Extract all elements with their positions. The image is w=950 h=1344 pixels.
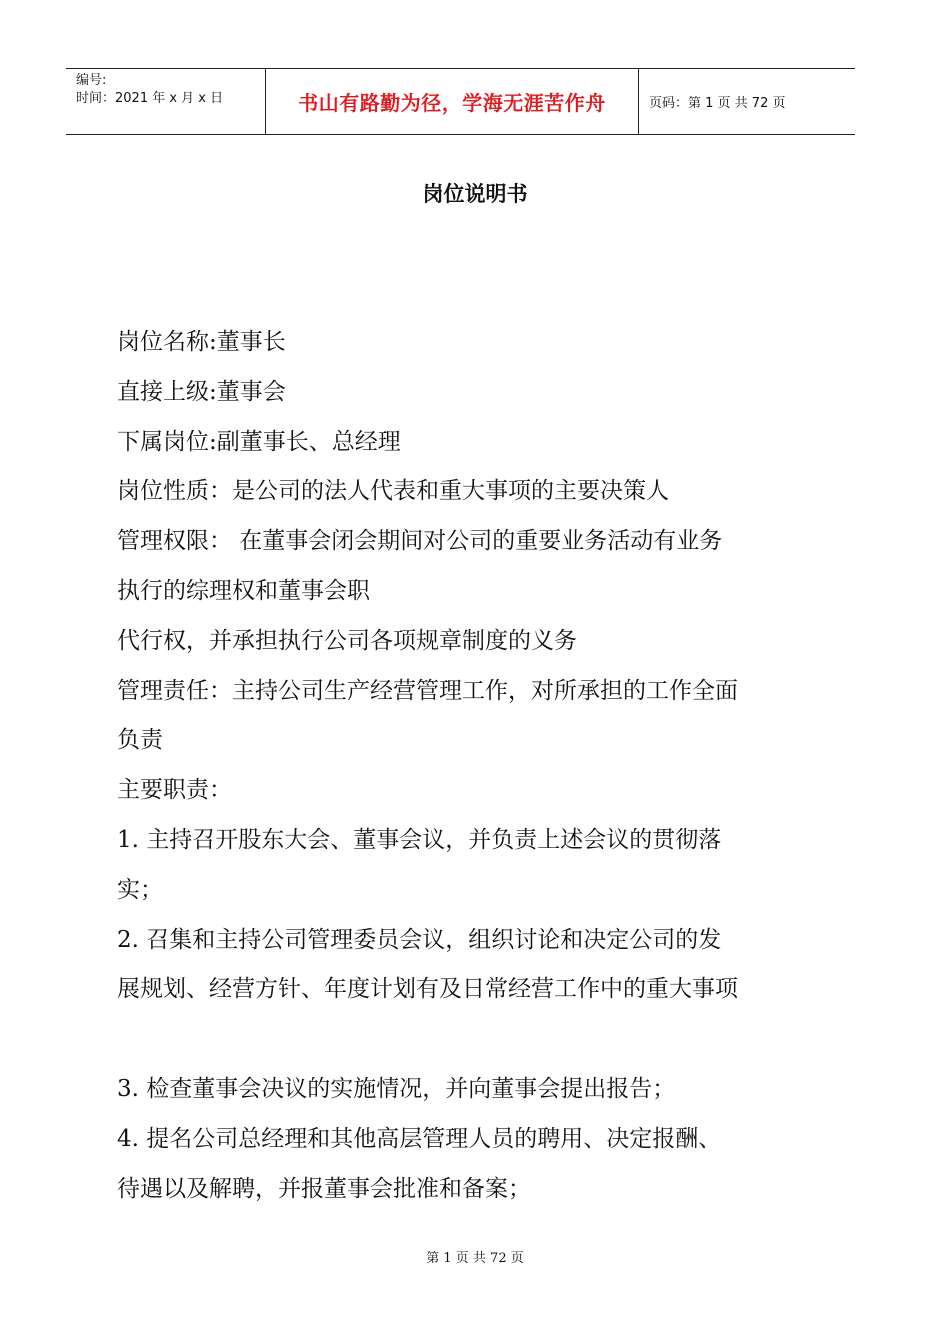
- body-line: 负责: [117, 727, 163, 754]
- document-time-label: 时间：2021 年 x 月 x 日: [76, 91, 224, 106]
- body-line: 岗位名称:董事长: [117, 329, 286, 355]
- blank-line: [117, 1015, 817, 1065]
- body-line: 主要职责：: [117, 777, 232, 804]
- body-line: 待遇以及解聘，并报董事会批准和备案；: [117, 1175, 531, 1202]
- body-line: 4. 提名公司总经理和其他高层管理人员的聘用、决定报酬、: [117, 1125, 722, 1152]
- body-line: 3. 检查董事会决议的实施情况，并向董事会提出报告；: [117, 1075, 676, 1102]
- body-line: 1. 主持召开股东大会、董事会议，并负责上述会议的贯彻落: [117, 826, 722, 853]
- header-motto: 书山有路勤为径，学海无涯苦作舟: [266, 69, 639, 134]
- body-line: 管理责任：主持公司生产经营管理工作，对所承担的工作全面: [117, 677, 738, 704]
- document-body: [117, 318, 817, 1214]
- document-title: 岗位说明书: [422, 182, 528, 206]
- body-line: 管理权限： 在董事会闭会期间对公司的重要业务活动有业务: [117, 528, 723, 555]
- body-line: 下属岗位:副董事长、总经理: [117, 428, 401, 455]
- body-line: 代行权，并承担执行公司各项规章制度的义务: [117, 627, 577, 654]
- body-line: 实；: [117, 876, 163, 903]
- document-number-label: 编号:: [76, 73, 107, 88]
- page-header: [66, 68, 855, 135]
- body-line: 直接上级:董事会: [117, 378, 286, 405]
- header-page-code: 页码：第 1 页 共 72 页: [649, 96, 786, 111]
- header-meta: [66, 69, 266, 134]
- page-footer: 第 1 页 共 72 页: [426, 1251, 524, 1266]
- body-line: 2. 召集和主持公司管理委员会议，组织讨论和决定公司的发: [117, 926, 722, 953]
- body-line: 展规划、经营方针、年度计划有及日常经营工作中的重大事项: [117, 976, 738, 1003]
- body-line: 岗位性质：是公司的法人代表和重大事项的主要决策人: [117, 478, 669, 505]
- body-line: 执行的综理权和董事会职: [117, 577, 370, 604]
